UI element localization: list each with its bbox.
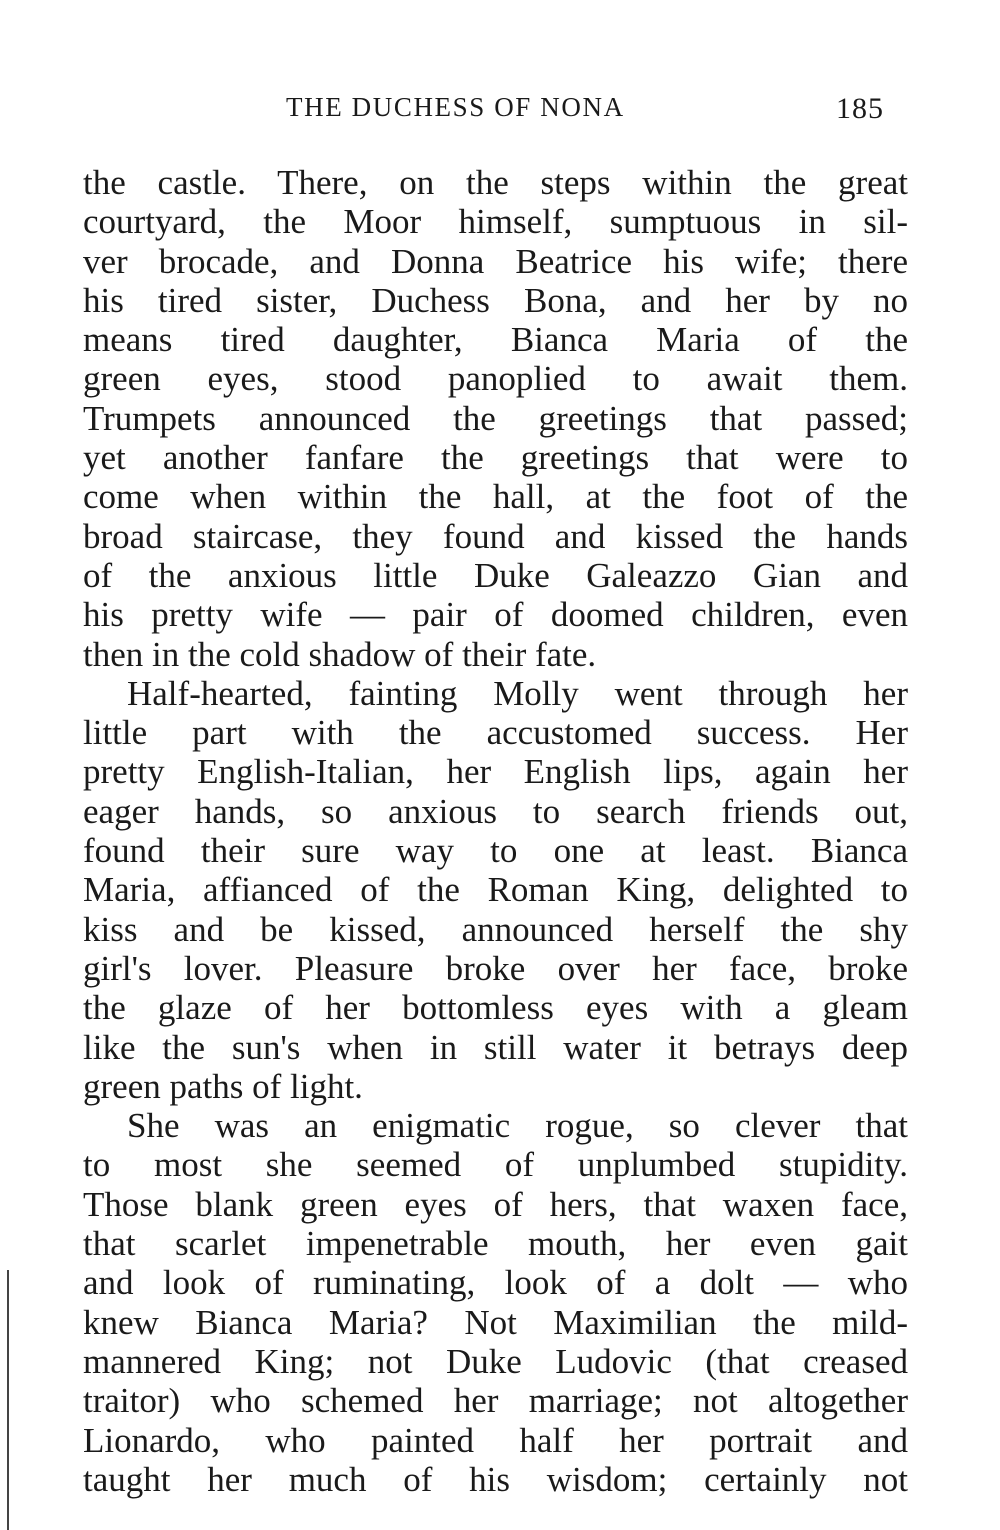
text-line: Maria, affianced of the Roman King, delighted to xyxy=(83,870,908,910)
text-line: little part with the accustomed success. Her xyxy=(83,713,908,753)
text-line: eager hands, so anxious to search friends out, xyxy=(83,791,908,831)
text-line: like the sun's when in still water it betrays deep xyxy=(83,1027,908,1067)
text-line: ver brocade, and Donna Beatrice his wife; there xyxy=(83,241,908,281)
text-line: taught her much of his wisdom; certainly not xyxy=(83,1459,908,1499)
text-line: pretty English-Italian, her English lips, again her xyxy=(83,752,908,792)
margin-rule xyxy=(7,1270,9,1530)
text-line: and look of ruminating, look of a dolt — who xyxy=(83,1263,908,1303)
text-line: yet another fanfare the greetings that were to xyxy=(83,438,908,478)
text-line: means tired daughter, Bianca Maria of the xyxy=(83,320,908,360)
text-line: green paths of light. xyxy=(83,1066,363,1106)
text-line: the castle. There, on the steps within the great xyxy=(83,163,908,202)
text-line: broad staircase, they found and kissed the hands xyxy=(83,516,908,556)
text-line: Trumpets announced the greetings that passed; xyxy=(83,398,908,438)
text-line: then in the cold shadow of their fate. xyxy=(83,634,597,674)
body-text xyxy=(83,163,908,1499)
text-line: kiss and be kissed, announced herself the shy xyxy=(83,909,908,949)
text-line: to most she seemed of unplumbed stupidity. xyxy=(83,1145,908,1185)
text-line: mannered King; not Duke Ludovic (that creased xyxy=(83,1341,908,1381)
running-title: THE DUCHESS OF NONA xyxy=(286,92,625,122)
text-line: come when within the hall, at the foot of the xyxy=(83,477,908,517)
running-head xyxy=(0,88,1000,132)
text-line: found their sure way to one at least. Bianca xyxy=(83,831,908,871)
text-line: Lionardo, who painted half her portrait and xyxy=(83,1420,908,1460)
text-line: his pretty wife — pair of doomed children, even xyxy=(83,595,908,635)
text-line: of the anxious little Duke Galeazzo Gian and xyxy=(83,555,908,595)
page-number: 185 xyxy=(836,92,884,125)
text-line: Half-hearted, fainting Molly went through her xyxy=(127,673,908,713)
text-line: traitor) who schemed her marriage; not altogether xyxy=(83,1381,908,1421)
text-line: Those blank green eyes of hers, that waxen face, xyxy=(83,1184,908,1224)
text-line: green eyes, stood panoplied to await them. xyxy=(83,359,908,399)
text-line: his tired sister, Duchess Bona, and her by no xyxy=(83,280,908,320)
text-line: knew Bianca Maria? Not Maximilian the mild- xyxy=(83,1302,908,1342)
text-line: courtyard, the Moor himself, sumptuous in sil- xyxy=(83,202,908,242)
text-line: girl's lover. Pleasure broke over her face, broke xyxy=(83,948,908,988)
text-line: the glaze of her bottomless eyes with a gleam xyxy=(83,988,908,1028)
text-line: She was an enigmatic rogue, so clever that xyxy=(127,1106,908,1146)
text-line: that scarlet impenetrable mouth, her even gait xyxy=(83,1224,908,1264)
